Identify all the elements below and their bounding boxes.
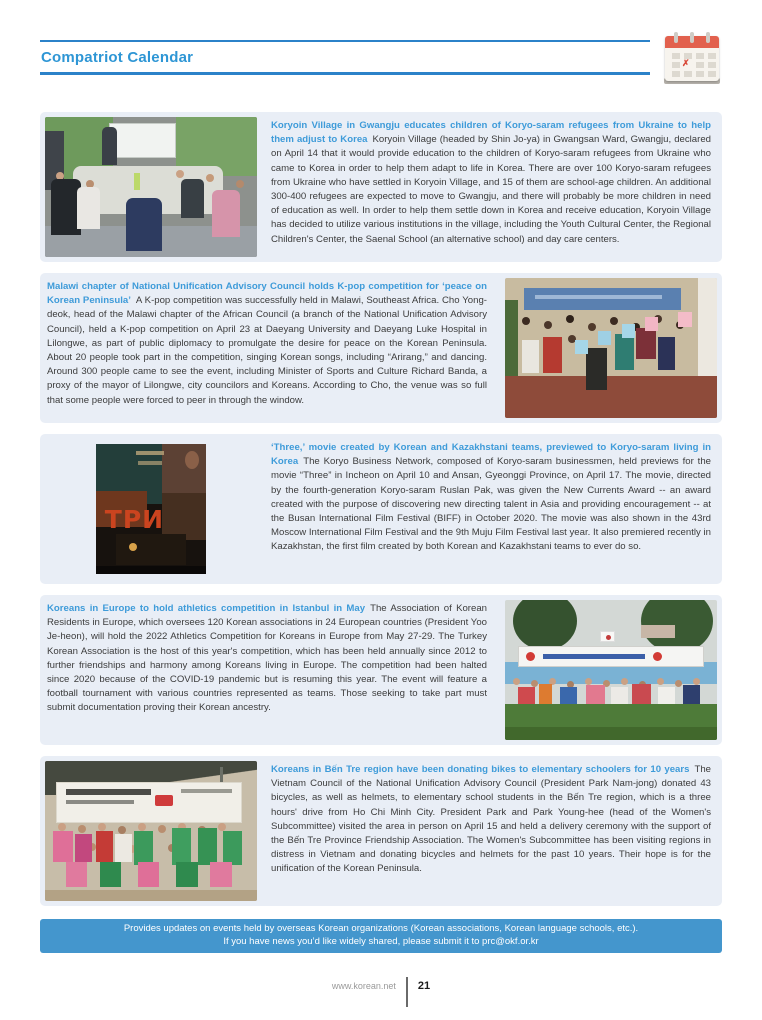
article-body: The Koryo Business Network, composed of Koryo-saram businessmen, held previews for the movie “Three” in Incheon on April 10 and Ansan, Gyeonggi Province, on April 17. The movie, directed by the fourth-generation Koryo-saram Ruslan Pak, was given the New Currents Award -- an award created with the purpose of discovering new directing talent in Asia and providing encouragement -- at the Busan International Film Festival (BIFF) in October 2020. The movie was also shown in the 43rd Moscow International Film Festival and the 9th Muju Film Festival last year. It also premiered recently in Kazakhstan, the first film created by both Korean and Kazakhstani teams to ever do so. [271,456,711,553]
poster-area [45,439,257,579]
kneeling-figure [210,862,231,887]
kneeling-figure [176,862,197,887]
article-body: Koryoin Village (headed by Shin Jo-ya) in Gwangsan Ward, Gwangju, declared on April 14 that it would provide education to the children of Koryo-saram refugees from Ukraine who came to Korea in order to help them adapt to life in Korea. There are over 100 Koryo-saram refugees from Ukraine who have settled in Koryoin Village, and 15 of them are school-age children. An additional 300-400 refugees are expected to move to Gwangju, and there will probably be more children in need of education as well. In order to help them settle down in Korea and receive education, Koryoin Village has decided to utilize various institutions in the village, including the Youth Cultural Center, the Regional Children's Center, the Saenal School (an alternative school) and day care centers. [271,134,711,245]
article-card-ben-tre-bikes [40,756,722,906]
poster-face-scene [162,444,206,493]
person-figure [543,337,562,373]
page-footer [40,977,722,1007]
tree-shape [513,600,577,650]
pink-card-shape [645,317,658,331]
article-paragraph [271,119,711,247]
person-figure [75,834,92,862]
article-text [269,761,717,901]
blue-card-shape [622,324,635,338]
article-body: A K-pop competition was successfully held in Malawi, Southeast Africa. Cho Yong-deok, head of the Malawi chapter of the African Council (a branch of the National Unification Advisory Council), held a K-pop competition on April 23 at Daeyang University and Daeyang Luke Hospital in Lilongwe, as part of public diplomacy to promulgate the desire for peace on the Korean Peninsula. About 20 people took part in the competition, singing Korean songs, including “Arirang,” and dancing. Around 300 people came to see the event, including Minister of Sports and Culture Richard Banda, a proxy of the mayor of Lilongwe, city councilors and Koreans. According to Cho, the venue was so full that some people were forced to peer in through the window. [47,295,488,406]
banner-text-line [535,295,662,299]
article-title: Koreans in Europe to hold athletics competition in Istanbul in May [47,603,366,614]
face-shape [185,451,199,469]
person-figure [615,334,634,370]
article-paragraph [271,763,711,877]
header-rule-block [40,40,650,75]
pink-card-shape [678,312,692,327]
floor-shape [505,376,717,418]
banner-red-mark [526,652,535,661]
grass-foreground-shape [505,727,717,740]
malawi-group-photo [505,278,717,418]
person-figure [522,340,539,374]
footer-banner [40,919,722,953]
ground-shape [45,890,257,901]
ben-tre-bike-donation-photo [45,761,257,901]
article-text [45,278,493,418]
child-figure [181,179,204,218]
bottle-shape [134,173,140,190]
building-shape [641,625,675,638]
page-title: Compatriot Calendar [41,49,194,66]
header [40,40,722,84]
athletics-competition-photo [505,600,717,740]
poster-credits-strip [96,566,206,574]
calendar-ring-icon [706,32,710,43]
award-laurel-shape [138,461,162,465]
calendar-grid-icon [672,53,680,59]
heads-dots [513,678,520,685]
heads-dots [522,317,530,325]
person-figure [53,831,72,862]
classroom-with-children-photo [45,117,257,257]
person-figure [586,348,607,390]
kneeling-figure [66,862,87,887]
banner-line-1: Provides updates on events held by overseas Korean organizations (Korean associations, Korean language schools, etc.). [123,923,639,934]
person-figure [658,337,675,371]
banner-text-line [66,789,151,795]
article-paragraph [47,602,487,716]
banner-line-2: If you have news you’d like widely shared, please submit it to prc@okf.or.kr [223,935,539,947]
kneeling-figure [100,862,121,887]
flag-graphic-shape [155,795,173,806]
footer-divider [406,977,408,1007]
calendar-ring-icon [690,32,694,43]
poster-title-text: ТРИ [104,505,165,535]
person-figure [134,831,153,865]
article-body: The Vietnam Council of the National Unification Advisory Council (President Park Nam-jong) donated 43 bicycles, as well as helmets, to elementary school students in the Bến Tre region, which is a three hours' drive from Ho Chi Minh City. President Park and Park Young-hee (head of the Women's Subcommittee) visited the area in person on April 15 and held a delivery ceremony with the support of the Bến Tre Province Friendship Association. The Women's Subcommittee has been visiting regions in distress in Vietnam and donating bicycles and helmets for the past 10 years. Their hope is for the unification of the Korean Peninsula. [271,764,711,875]
article-text [269,117,717,257]
article-body: The Association of Korean Residents in Europe, which oversees 120 Korean associations in 24 European countries (President Yoo Je-heon), will hold the 2022 Athletics Competition for Koreans in Europe from May 27-29. The Turkey Korean Association is the host of this year's competition, which has been held annually since 2012 to further friendships and harmony among Koreans living in Europe. The competition had been halted since 2020 because of the COVID-19 pandemic but is resuming this year. The event will feature a football tournament with various countries represented as teams. Those seeking to take part must submit documentation proving their Korean ancestry. [47,603,488,714]
banner-text-line [66,800,134,804]
site-url: www.korean.net [331,981,396,991]
event-banner-shape [524,288,681,310]
three-movie-poster [96,444,206,574]
child-figure [212,190,240,238]
plant-shape [505,300,518,376]
white-flag-shape [698,278,717,382]
blue-card-shape [575,340,588,354]
article-text [45,600,493,740]
header-rule-bottom [40,72,650,75]
person-figure [96,831,113,862]
article-card-europe-athletics [40,595,722,745]
person-figure [636,328,655,359]
whiteboard-shape [109,123,177,158]
article-title: ‘Three,’ movie created by Korean and Kazakhstani teams, previewed to Koryo-saram living in Korea [271,442,711,468]
child-figure [126,198,162,251]
child-figure [77,187,100,229]
page-number: 21 [417,980,431,992]
teacher-figure [102,127,117,165]
calendar-ring-icon [674,32,678,43]
person-figure [115,834,132,862]
article-card-koryoin-village [40,112,722,262]
article-title: Koryoin Village in Gwangju educates children of Koryo-saram refugees from Ukraine to help them adjust to Korea [271,120,711,146]
article-text [269,439,717,579]
lamp-shape [129,543,137,551]
article-card-three-movie [40,434,722,584]
calendar-icon [662,32,722,84]
person-figure [172,828,191,864]
poster-bottom-scene [116,534,186,565]
blue-card-shape [598,331,611,345]
person-figure [198,828,217,864]
article-card-malawi-kpop [40,273,722,423]
article-title: Koreans in Bến Tre region have been donating bikes to elementary schoolers for 10 years [271,764,690,775]
person-figure [223,831,242,865]
article-paragraph [271,441,711,555]
award-laurel-shape [136,451,165,455]
article-paragraph [47,280,487,408]
calendar-icon-body [665,36,719,81]
calendar-x-mark-icon: ✗ [682,58,690,68]
flag-circle-shape [606,635,611,640]
banner-text-line [543,654,645,659]
heads-dots [58,823,66,831]
kneeling-figure [138,862,159,887]
article-title: Malawi chapter of National Unification Advisory Council holds K-pop competition for ‘peace on Korean Peninsula’ [47,281,487,307]
banner-text-line [181,789,232,793]
